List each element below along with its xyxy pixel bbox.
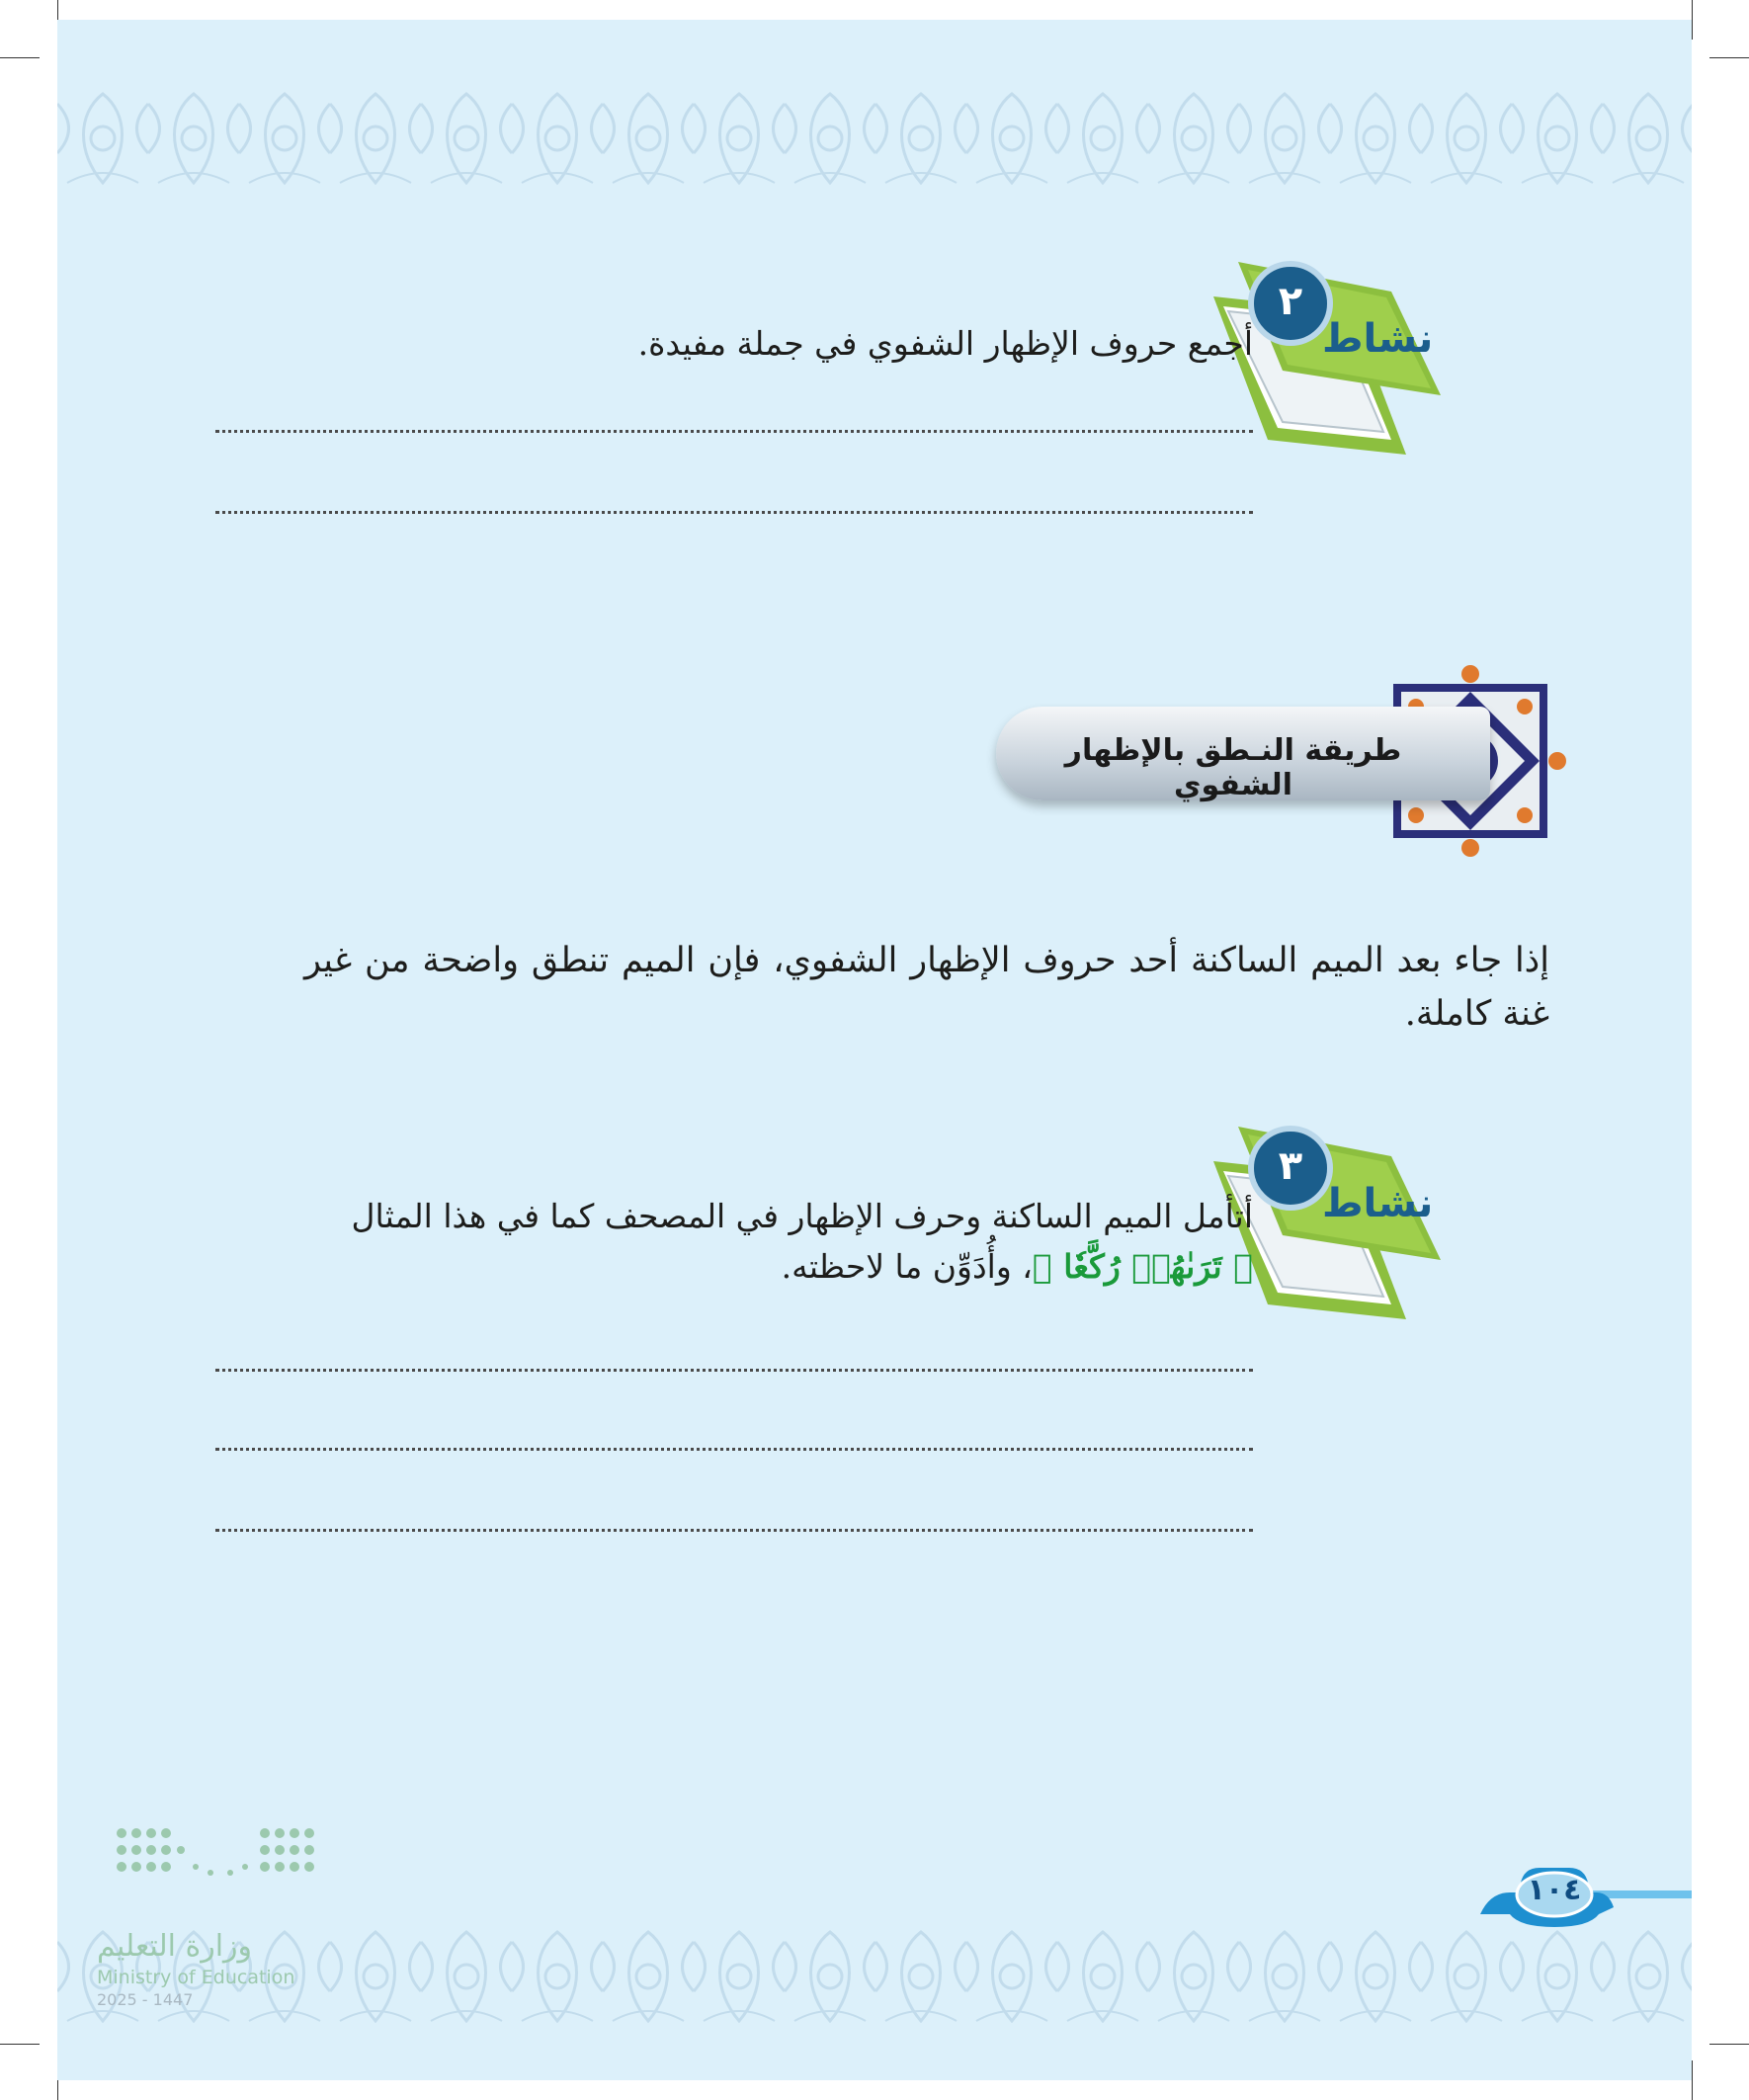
page	[57, 20, 1692, 2080]
section-title: طريقة النـطق بالإظهار الشفوي	[1064, 733, 1402, 802]
activity-badge-label: نشاط	[1322, 316, 1434, 362]
crop-mark	[0, 2044, 40, 2045]
activity-badge-label: نشاط	[1322, 1181, 1434, 1226]
activity-3-line1: أتأمل الميم الساكنة وحرف الإظهار في المصحف كما في هذا المثال	[351, 1197, 1253, 1235]
dots-logo-icon	[97, 1818, 334, 1897]
answer-line[interactable]	[215, 1529, 1253, 1532]
answer-line[interactable]	[215, 1448, 1253, 1451]
section-title-banner	[966, 662, 1559, 860]
crop-mark	[1709, 2044, 1749, 2045]
quran-example: ﴿ تَرَىٰهُمۡ رُكَّعٗا ﴾	[1032, 1247, 1253, 1287]
answer-line[interactable]	[215, 430, 1253, 433]
activity-number: ٣	[1278, 1143, 1303, 1189]
ornament-band-top	[57, 84, 1692, 198]
activity-3-line2	[210, 1241, 1253, 1292]
page-number-tab	[1480, 1853, 1692, 1932]
page-number: ١٠٤	[1527, 1873, 1582, 1907]
crop-mark	[1692, 0, 1693, 40]
ministry-english: Ministry of Education	[97, 1967, 295, 1988]
edition-year: 2025 - 1447	[97, 1990, 194, 2009]
activity-number: ٢	[1278, 279, 1303, 324]
activity-2-text: أجمع حروف الإظهار الشفوي في جملة مفيدة.	[637, 324, 1253, 363]
crop-mark	[1709, 57, 1749, 58]
rule-paragraph: إذا جاء بعد الميم الساكنة أحد حروف الإظهار الشفوي، فإن الميم تنطق واضحة من غير غنة كاملة.	[304, 941, 1549, 1035]
ministry-logo	[97, 1818, 334, 2016]
crop-mark	[1692, 2060, 1693, 2100]
answer-line[interactable]	[215, 1369, 1253, 1372]
crop-mark	[0, 57, 40, 58]
activity-3-line2-rest: ، وأُدَوِّن ما لاحظته.	[781, 1247, 1033, 1287]
answer-line[interactable]	[215, 511, 1253, 514]
ministry-arabic: وزارة التعليم	[97, 1929, 253, 1964]
activity-3-text	[210, 1191, 1253, 1292]
